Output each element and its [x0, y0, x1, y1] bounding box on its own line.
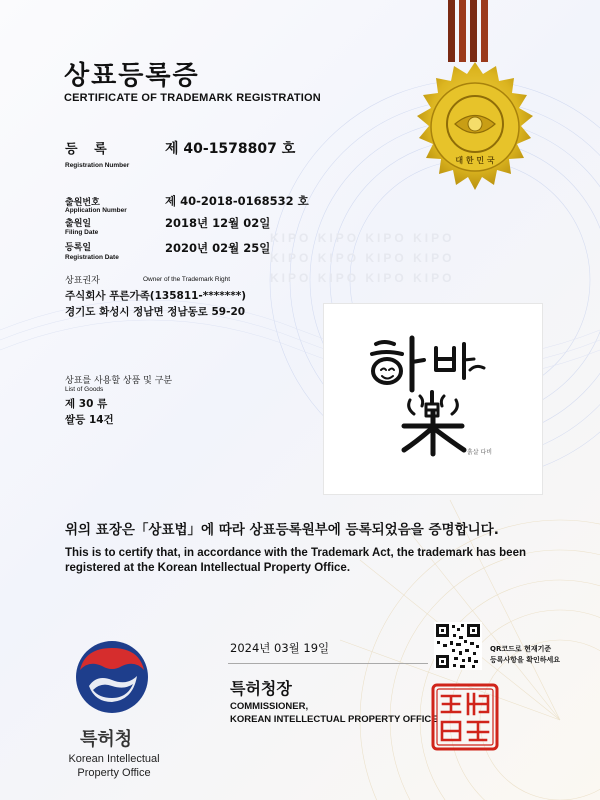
owner-name: 주식회사 푸른가족(135811-*******) [65, 290, 247, 302]
registration-date: 2020년 02월 25일 [165, 241, 271, 255]
issue-date: 2024년 03월 19일 [230, 641, 330, 655]
application-label-en: Application Number [65, 207, 127, 214]
registration-label-en: Registration Number [65, 162, 130, 169]
document-title-en: CERTIFICATE OF TRADEMARK REGISTRATION [64, 92, 321, 104]
agency-name-ko: 특허청 [80, 729, 133, 750]
qr-note: QR코드로 현재기준 등록사항을 확인하세요 [490, 645, 561, 664]
trademark-small-text: 흙살 다비 [467, 449, 493, 456]
registration-date-label-en: Registration Date [65, 254, 119, 261]
official-seal-stamp [430, 682, 500, 752]
registration-number: 제 40-1578807 호 [165, 141, 296, 157]
certification-statement-ko: 위의 표장은「상표법」에 따라 상표등록원부에 등록되었음을 증명합니다. [65, 522, 499, 538]
trademark-image [323, 303, 543, 495]
certification-statement-en: This is to certify that, in accordance with the Trademark Act, the trademark has been registered at the Korean Intellectual Property Office. [65, 547, 526, 574]
divider [228, 663, 428, 664]
registration-label: 등 록 [65, 142, 113, 157]
goods-label-en: List of Goods [65, 386, 104, 393]
kipo-logo-icon [75, 640, 149, 714]
trademark-logo [324, 304, 542, 494]
application-label: 출원번호 [65, 198, 100, 208]
watermark: KIPO KIPO KIPO KIPO KIPO KIPO KIPO KIPO KIPO KIPO KIPO KIPO [270, 231, 455, 285]
goods-class: 제 30 류 [65, 398, 108, 410]
registration-date-label: 등록일 [65, 243, 92, 253]
filing-label-en: Filing Date [65, 229, 99, 236]
qr-code[interactable] [434, 622, 482, 670]
agency-name-en: Korean Intellectual Property Office [68, 753, 160, 779]
gold-seal [400, 52, 550, 202]
filing-date: 2018년 12월 02일 [165, 216, 271, 230]
filing-label: 출원일 [65, 219, 92, 229]
goods-items: 쌀등 14건 [65, 414, 114, 426]
commissioner-title-en: COMMISSIONER, KOREAN INTELLECTUAL PROPERTY OFFICE [230, 701, 438, 725]
owner-label-en: Owner of the Trademark Right [143, 276, 231, 283]
application-number: 제 40-2018-0168532 호 [165, 194, 309, 208]
document-title: 상표등록증 [64, 61, 200, 91]
owner-label: 상표권자 [65, 276, 100, 286]
owner-address: 경기도 화성시 정남면 정남동로 59-20 [65, 306, 246, 318]
seal-text: 대 한 민 국 [455, 156, 495, 165]
goods-label: 상표를 사용할 상품 및 구분 [65, 376, 173, 386]
commissioner-title-ko: 특허청장 [230, 679, 292, 698]
